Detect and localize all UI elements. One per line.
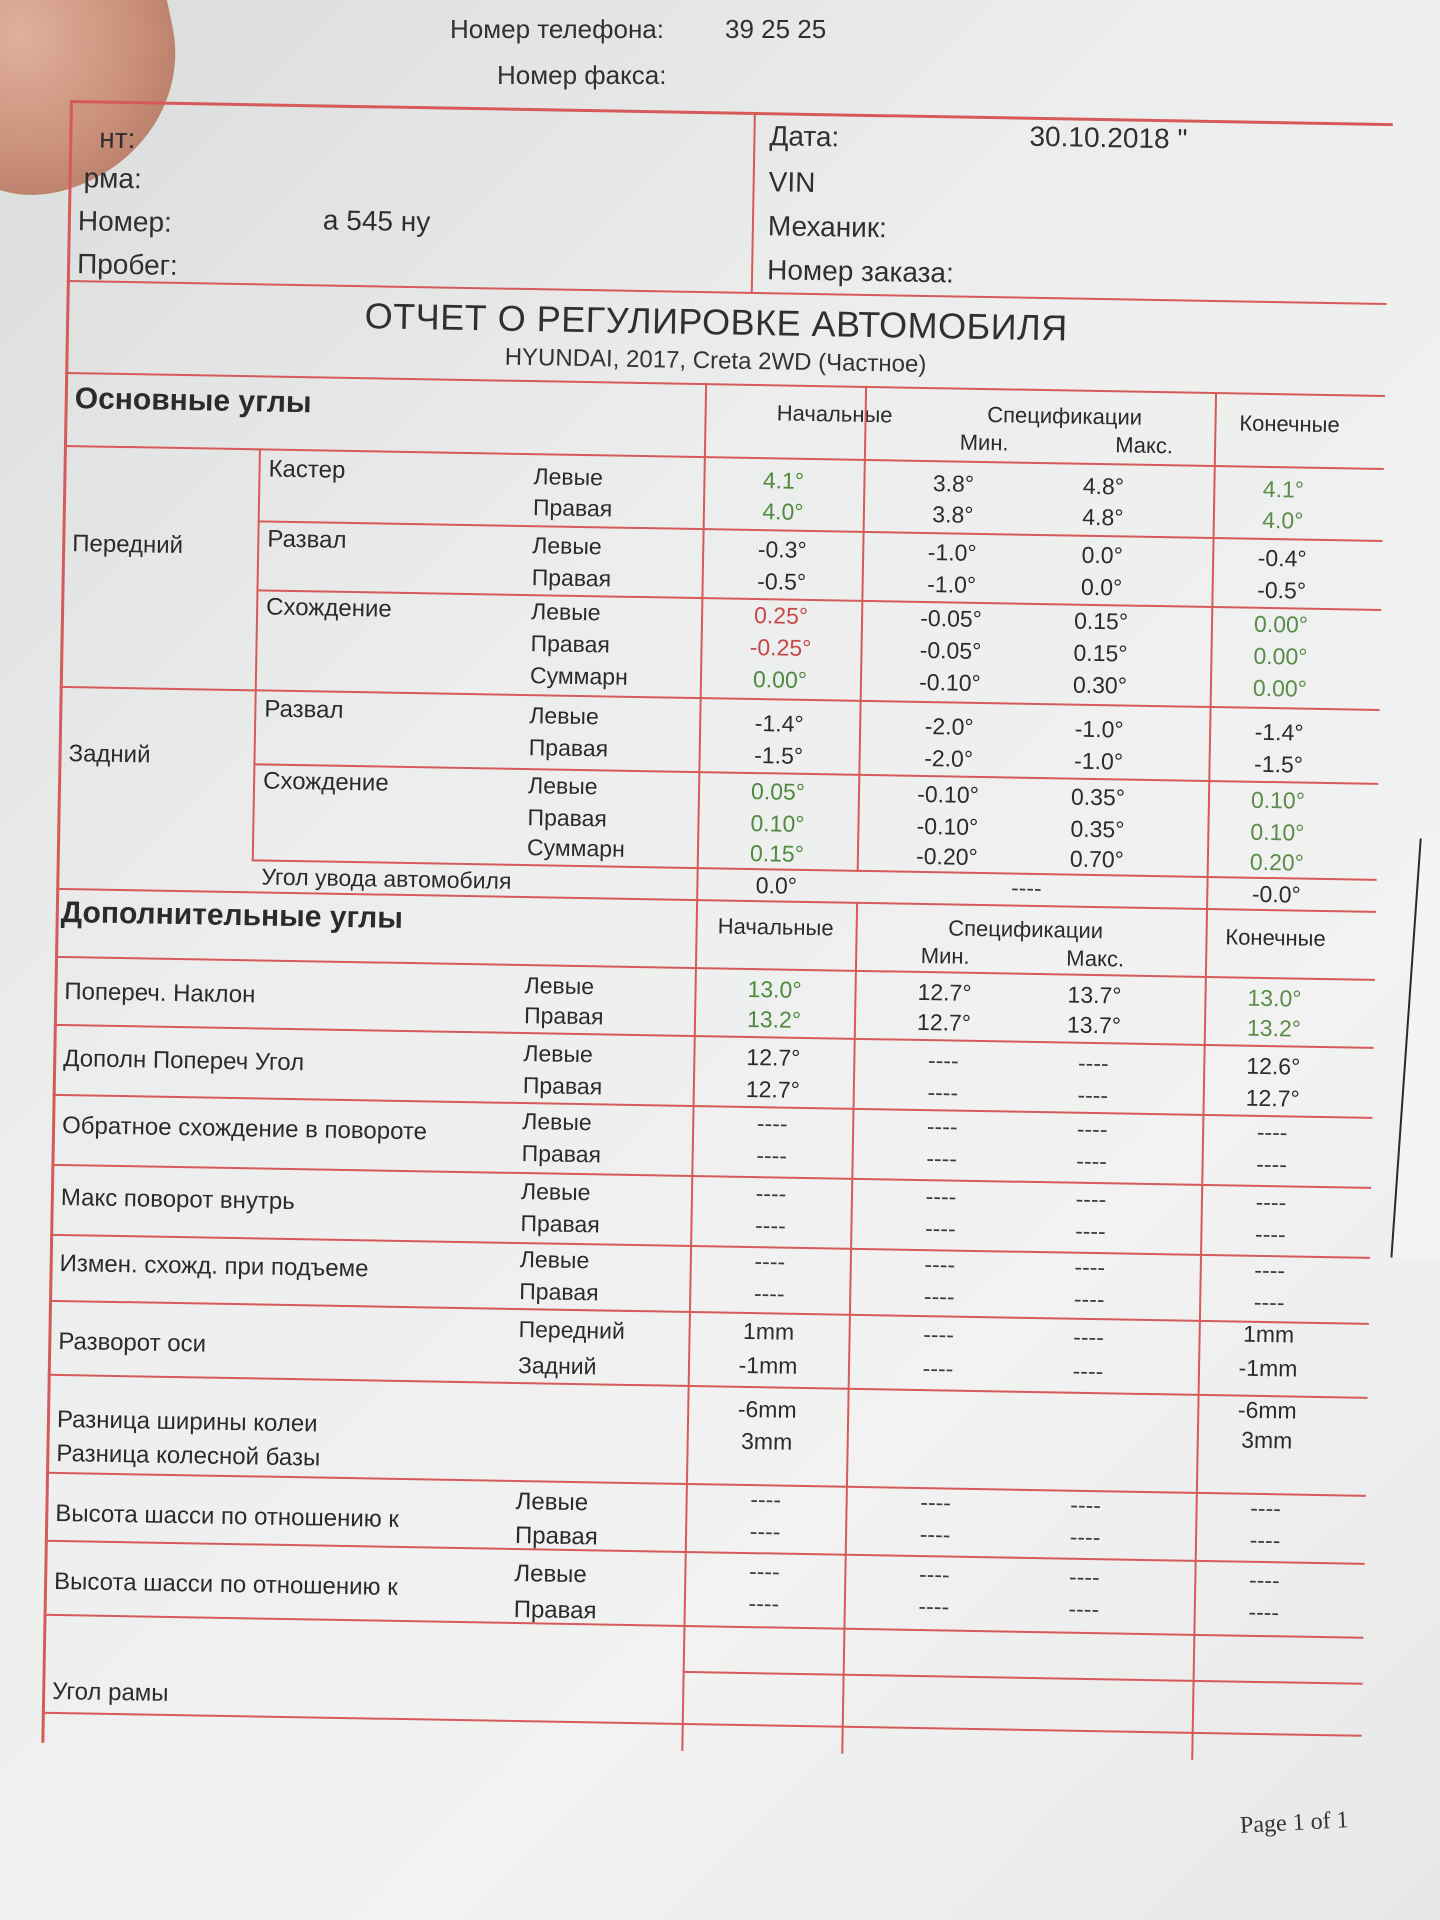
rear-camber-final-left: -1.4° [1254,718,1304,746]
rear-toe-label: Схождение [262,767,389,797]
phone-value: 39 25 25 [725,14,827,44]
front-camber-final-right: -0.5° [1256,576,1307,604]
max-turn-max-left: ---- [1075,1185,1107,1213]
date-value: 30.10.2018 " [1029,120,1188,155]
setback-min-rear: ---- [922,1355,954,1382]
rear-toe-min-left: -0.10° [916,780,980,808]
toe-change-right-label: Правая [519,1278,599,1306]
ride-height-1-final-left: ---- [1250,1494,1282,1522]
toe-change-initial-right: ---- [753,1280,785,1307]
order-label: Номер заказа: [766,254,955,289]
ride-height-1-max-left: ---- [1070,1491,1102,1519]
col-max-header: Макс. [1115,432,1174,459]
included-final-right: 12.7° [1245,1084,1300,1112]
toe-out-min-left: ---- [926,1113,958,1140]
date-label: Дата: [769,120,840,153]
front-toe-initial-left: 0.25° [753,602,809,629]
setback-initial-front: 1mm [742,1317,795,1345]
included-initial-left: 12.7° [746,1043,801,1071]
toe-out-initial-left: ---- [756,1110,788,1137]
toe-change-min-left: ---- [924,1251,956,1278]
rear-camber-max-right: -1.0° [1073,747,1124,775]
toe-out-label: Обратное схождение в повороте [61,1112,428,1146]
report-title: ОТЧЕТ О РЕГУЛИРОВКЕ АВТОМОБИЛЯ [364,295,1069,349]
included-angle-label: Дополн Попереч Угол [63,1045,305,1077]
thrust-spec: ---- [1010,874,1042,902]
front-toe-total-label: Суммарн [529,662,629,690]
front-toe-left-label: Левые [530,598,601,626]
client-label: нт: [99,122,136,155]
col-min-header: Мин. [959,429,1009,456]
wheelbase-diff-label: Разница колесной базы [56,1439,321,1472]
included-left-label: Левые [523,1040,594,1068]
included-final-left: 12.6° [1246,1052,1301,1080]
ride-height-2-final-left: ---- [1248,1566,1280,1594]
max-turn-left-label: Левые [520,1178,591,1206]
included-min-left: ---- [927,1047,959,1074]
max-turn-final-left: ---- [1255,1188,1287,1216]
caster-max-left: 4.8° [1082,472,1125,500]
max-turn-min-right: ---- [924,1215,956,1242]
max-turn-right-label: Правая [520,1210,601,1238]
ride-height-1-min-right: ---- [919,1521,951,1548]
phone-label: Номер телефона: [450,14,664,44]
background-paper [1390,838,1440,1261]
caster-final-left: 4.1° [1262,475,1305,503]
rear-toe-left-label: Левые [527,772,598,800]
setback-front-label: Передний [518,1316,626,1344]
ride-height-1-right-label: Правая [514,1521,599,1551]
rear-toe-max-left: 0.35° [1070,783,1126,811]
caster-left-label: Левые [533,463,604,491]
setback-final-rear: -1mm [1238,1354,1298,1382]
ride-height-2-left-label: Левые [514,1559,588,1589]
ride-height-1-label: Высота шасси по отношению к [55,1499,400,1533]
ride-height-1-min-left: ---- [920,1489,952,1516]
sai-right-label: Правая [523,1002,604,1030]
front-camber-initial-left: -0.3° [757,536,807,563]
front-camber-right-label: Правая [531,564,612,592]
front-toe-min-total: -0.10° [918,668,982,696]
fax-label: Номер факса: [497,60,667,90]
toe-out-max-right: ---- [1076,1147,1108,1175]
included-initial-right: 12.7° [745,1075,801,1103]
number-value: а 545 ну [322,204,431,238]
frame-angle-label: Угол рамы [51,1677,169,1707]
toe-out-min-right: ---- [926,1145,958,1172]
sai-max-right: 13.7° [1066,1011,1122,1039]
front-toe-max-left: 0.15° [1073,607,1129,635]
rear-camber-right-label: Правая [528,734,609,762]
caster-initial-left: 4.1° [762,467,805,494]
rear-toe-final-right: 0.10° [1250,818,1305,846]
col-initial-header-2: Начальные [717,913,834,941]
toe-out-final-left: ---- [1256,1118,1288,1146]
rear-toe-total-label: Суммарн [526,834,626,862]
track-diff-label: Разница ширины колеи [56,1405,318,1438]
rear-camber-label: Развал [264,695,344,724]
mileage-label: Пробег: [76,248,178,281]
max-turn-label: Макс поворот внутрь [60,1184,295,1216]
ride-height-2-initial-left: ---- [748,1558,780,1585]
rear-camber-initial-left: -1.4° [754,710,804,737]
front-camber-left-label: Левые [532,532,602,560]
report-subtitle: HYUNDAI, 2017, Creta 2WD (Частное) [504,343,927,378]
max-turn-initial-left: ---- [755,1180,787,1207]
wheelbase-diff-final: 3mm [1241,1426,1293,1454]
vin-label: VIN [768,166,816,199]
toe-change-max-left: ---- [1074,1253,1106,1281]
caster-right-label: Правая [532,494,613,522]
max-turn-final-right: ---- [1254,1220,1286,1248]
sai-initial-left: 13.0° [747,975,802,1003]
setback-min-front: ---- [923,1321,955,1348]
rear-toe-final-left: 0.10° [1250,786,1306,814]
track-diff-final: -6mm [1237,1396,1297,1424]
rear-toe-max-right: 0.35° [1070,815,1125,843]
front-toe-final-total: 0.00° [1252,674,1308,702]
toe-out-max-left: ---- [1076,1115,1108,1143]
front-toe-label: Схождение [265,593,392,623]
front-toe-max-total: 0.30° [1072,671,1128,699]
col-final-header-2: Конечные [1225,924,1326,952]
sai-label: Попереч. Наклон [64,978,256,1009]
col-max-header-2: Макс. [1066,945,1125,972]
sai-max-left: 13.7° [1067,981,1122,1009]
col-spec-header-2: Спецификации [948,915,1104,944]
front-camber-min-left: -1.0° [927,539,977,566]
rear-toe-min-total: -0.20° [915,842,978,870]
main-angles-heading: Основные углы [74,382,312,420]
ride-height-2-min-right: ---- [918,1593,950,1620]
rear-toe-initial-left: 0.05° [750,777,806,805]
col-initial-header: Начальные [776,400,893,428]
max-turn-max-right: ---- [1074,1217,1106,1245]
ride-height-1-left-label: Левые [515,1487,589,1517]
setback-initial-rear: -1mm [738,1351,798,1379]
included-max-left: ---- [1077,1049,1109,1077]
front-toe-min-left: -0.05° [920,604,983,632]
included-max-right: ---- [1077,1081,1109,1109]
setback-final-front: 1mm [1242,1320,1295,1348]
sai-min-right: 12.7° [916,1008,972,1036]
number-label: Номер: [77,205,173,238]
toe-change-label: Измен. схожд. при подъеме [59,1249,369,1283]
setback-label: Разворот оси [58,1327,207,1358]
track-diff-initial: -6mm [737,1395,797,1423]
caster-initial-right: 4.0° [762,498,804,525]
rear-toe-final-total: 0.20° [1249,848,1305,876]
front-camber-max-right: 0.0° [1080,573,1123,601]
ride-height-1-final-right: ---- [1249,1526,1281,1554]
ride-height-2-right-label: Правая [513,1595,597,1625]
included-right-label: Правая [522,1072,603,1100]
toe-change-final-left: ---- [1254,1256,1286,1284]
sai-initial-right: 13.2° [746,1005,802,1033]
ride-height-1-max-right: ---- [1069,1523,1101,1551]
front-camber-min-right: -1.0° [927,571,977,598]
thrust-final: -0.0° [1251,880,1301,908]
thrust-angle-label: Угол увода автомобиля [261,863,512,894]
ride-height-2-max-left: ---- [1068,1563,1100,1591]
rear-camber-min-left: -2.0° [924,713,974,740]
page-number: Page 1 of 1 [1239,1807,1350,1839]
rear-axle-label: Задний [68,740,151,769]
caster-final-right: 4.0° [1262,506,1304,534]
included-min-right: ---- [927,1079,959,1106]
toe-change-final-right: ---- [1253,1288,1285,1316]
front-toe-initial-total: 0.00° [752,666,808,693]
caster-label: Кастер [268,455,346,484]
firm-label: рма: [83,162,143,195]
max-turn-initial-right: ---- [754,1212,787,1239]
toe-change-min-right: ---- [923,1283,955,1310]
col-spec-header: Спецификации [987,402,1143,430]
front-toe-right-label: Правая [530,630,611,658]
wheelbase-diff-initial: 3mm [740,1427,793,1455]
toe-out-final-right: ---- [1256,1150,1288,1178]
ride-height-2-label: Высота шасси по отношению к [53,1567,398,1601]
ride-height-2-final-right: ---- [1248,1598,1280,1626]
caster-min-right: 3.8° [932,501,974,528]
rear-camber-final-right: -1.5° [1253,750,1304,778]
rear-toe-min-right: -0.10° [916,812,979,840]
caster-min-left: 3.8° [932,470,975,497]
max-turn-min-left: ---- [925,1183,957,1210]
front-toe-final-right: 0.00° [1253,642,1308,670]
rear-camber-max-left: -1.0° [1074,715,1124,743]
extra-angles-heading: Дополнительные углы [60,895,404,935]
ride-height-2-max-right: ---- [1068,1595,1100,1623]
toe-out-left-label: Левые [522,1108,592,1136]
col-final-header: Конечные [1239,410,1340,438]
setback-max-rear: ---- [1072,1357,1104,1385]
toe-out-initial-right: ---- [756,1142,788,1169]
rear-toe-initial-total: 0.15° [749,839,805,867]
front-toe-max-right: 0.15° [1073,639,1128,667]
ride-height-1-initial-right: ---- [749,1518,781,1545]
mechanic-label: Механик: [767,210,888,244]
toe-change-initial-left: ---- [754,1248,786,1275]
front-toe-final-left: 0.00° [1253,610,1309,638]
thrust-initial: 0.0° [755,872,798,899]
sai-left-label: Левые [524,972,595,1000]
caster-max-right: 4.8° [1082,503,1124,531]
ride-height-1-initial-left: ---- [750,1486,782,1513]
col-min-header-2: Мин. [920,942,970,969]
toe-change-max-right: ---- [1073,1285,1105,1313]
ride-height-2-initial-right: ---- [748,1590,780,1617]
front-camber-max-left: 0.0° [1081,541,1124,569]
toe-change-left-label: Левые [519,1246,590,1274]
toe-out-right-label: Правая [521,1140,602,1168]
rear-toe-initial-right: 0.10° [750,809,805,837]
ride-height-2-min-left: ---- [918,1561,950,1588]
front-axle-label: Передний [72,530,184,560]
sai-min-left: 12.7° [917,978,972,1006]
rear-camber-initial-right: -1.5° [754,742,804,769]
front-camber-initial-right: -0.5° [757,568,807,595]
sai-final-left: 13.0° [1247,984,1302,1012]
front-toe-initial-right: -0.25° [749,633,812,662]
front-toe-min-right: -0.05° [919,636,982,664]
front-camber-label: Развал [267,525,347,554]
rear-camber-min-right: -2.0° [923,745,974,772]
rear-camber-left-label: Левые [529,702,599,730]
setback-max-front: ---- [1073,1323,1105,1351]
rear-toe-right-label: Правая [527,804,608,832]
setback-rear-label: Задний [517,1352,597,1380]
front-camber-final-left: -0.4° [1257,544,1307,572]
sai-final-right: 13.2° [1246,1014,1302,1042]
rear-toe-max-total: 0.70° [1069,845,1125,873]
